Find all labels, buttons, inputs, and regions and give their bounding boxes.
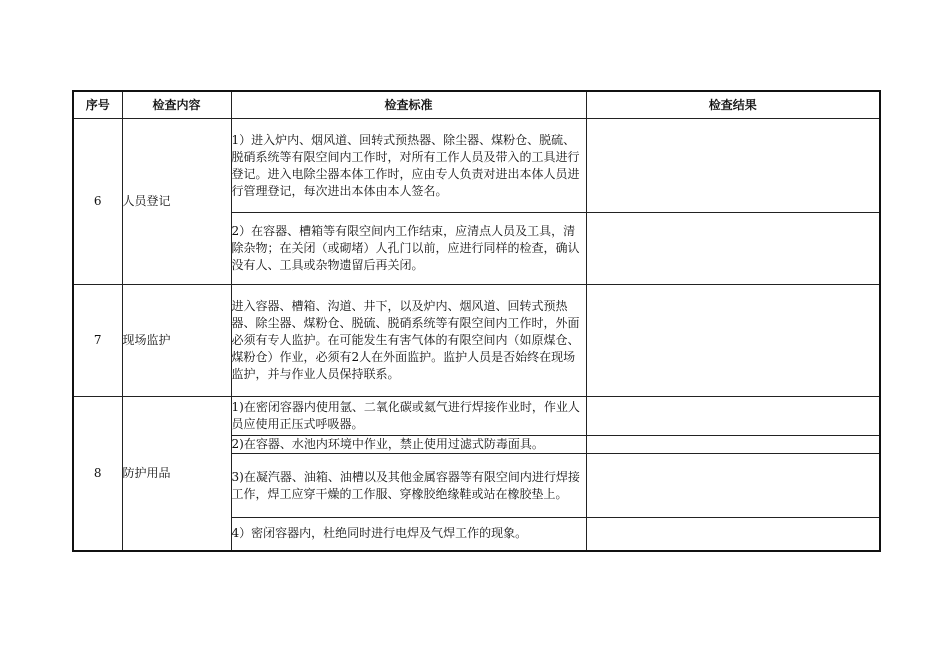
row-content: 现场监护 — [122, 285, 231, 397]
inspection-table — [72, 90, 881, 552]
result-cell[interactable] — [586, 518, 880, 551]
row-content: 人员登记 — [122, 119, 231, 285]
row-standard: 进入容器、槽箱、沟道、井下，以及炉内、烟风道、回转式预热器、除尘器、煤粉仓、脱硫、脱硝系统等有限空间内工作时，外面必须有专人监护。在可能发生有害气体的有限空间内（如原煤仓、煤粉仓）作业，必须有2人在外面监护。监护人员是否始终在现场监护，并与作业人员保持联系。 — [231, 285, 586, 397]
result-cell[interactable] — [586, 285, 880, 397]
row-number: 8 — [73, 397, 122, 551]
header-result: 检查结果 — [586, 91, 880, 119]
row-standard: 2）在容器、槽箱等有限空间内工作结束，应清点人员及工具，清除杂物；在关闭（或砌堵）人孔门以前，应进行同样的检查，确认没有人、工具或杂物遗留后再关闭。 — [231, 213, 586, 285]
header-row — [73, 91, 880, 119]
row-standard: 4）密闭容器内，杜绝同时进行电焊及气焊工作的现象。 — [231, 518, 586, 551]
row-content: 防护用品 — [122, 397, 231, 551]
row-number: 6 — [73, 119, 122, 285]
table-row — [73, 397, 880, 436]
header-standard: 检查标准 — [231, 91, 586, 119]
header-content: 检查内容 — [122, 91, 231, 119]
row-standard: 2)在容器、水池内环境中作业，禁止使用过滤式防毒面具。 — [231, 436, 586, 454]
row-standard: 3)在凝汽器、油箱、油槽以及其他金属容器等有限空间内进行焊接工作，焊工应穿干燥的工作服、穿橡胶绝缘鞋或站在橡胶垫上。 — [231, 454, 586, 518]
result-cell[interactable] — [586, 119, 880, 213]
table-row — [73, 285, 880, 397]
row-standard: 1)在密闭容器内使用氩、二氧化碳或氦气进行焊接作业时，作业人员应使用正压式呼吸器。 — [231, 397, 586, 436]
result-cell[interactable] — [586, 436, 880, 454]
row-standard: 1）进入炉内、烟风道、回转式预热器、除尘器、煤粉仓、脱硫、脱硝系统等有限空间内工作时，对所有工作人员及带入的工具进行登记。进入电除尘器本体工作时，应由专人负责对进出本体人员进行管理登记，每次进出本体由本人签名。 — [231, 119, 586, 213]
table-row — [73, 119, 880, 213]
header-num: 序号 — [73, 91, 122, 119]
result-cell[interactable] — [586, 397, 880, 436]
row-number: 7 — [73, 285, 122, 397]
result-cell[interactable] — [586, 213, 880, 285]
result-cell[interactable] — [586, 454, 880, 518]
